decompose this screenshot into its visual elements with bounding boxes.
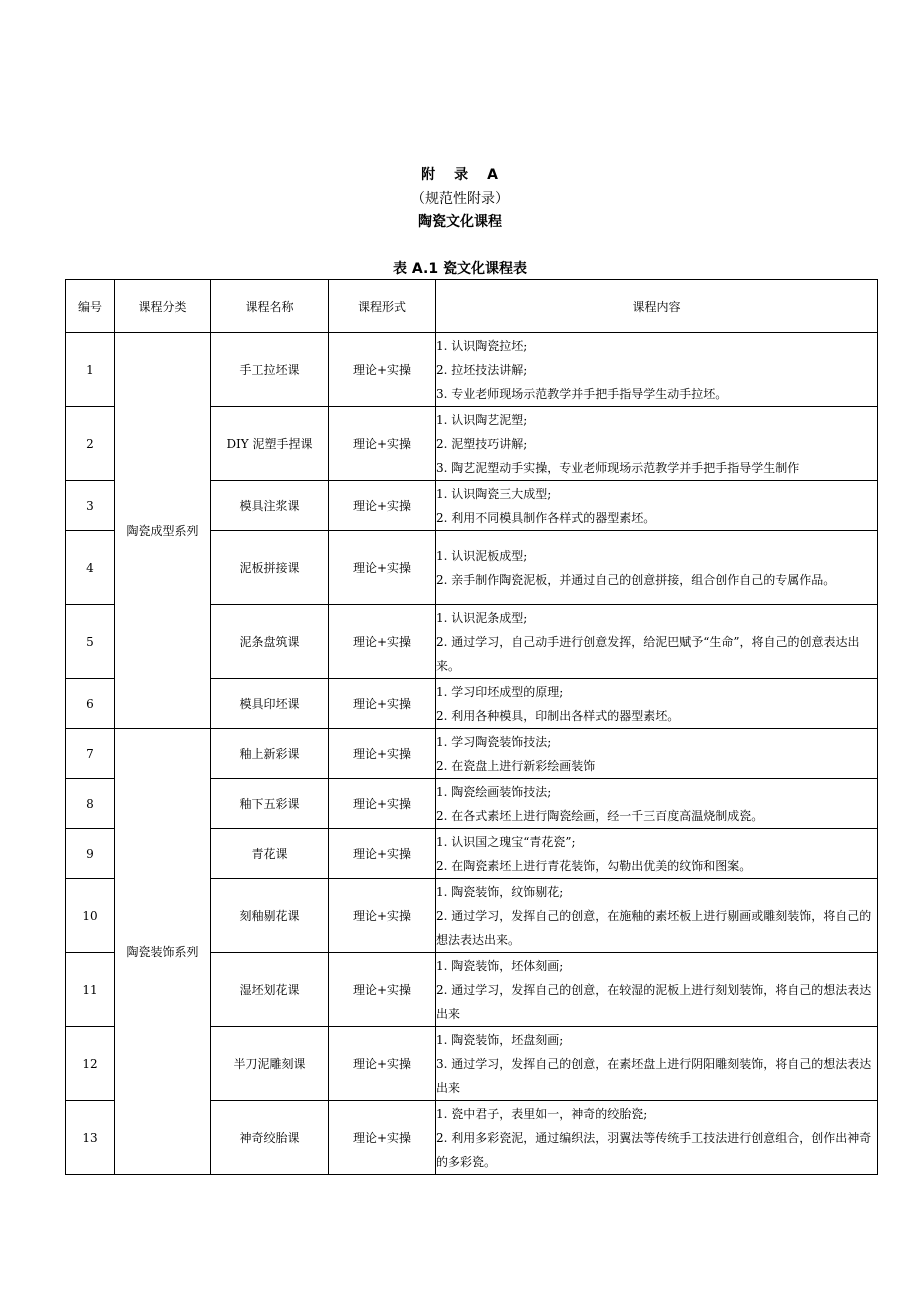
content-line: 1. 认识国之瑰宝“青花瓷”; (436, 834, 576, 849)
content-line: 2. 泥塑技巧讲解; (436, 436, 528, 451)
cell-no: 13 (66, 1101, 115, 1175)
header-form: 课程形式 (329, 280, 436, 333)
cell-form: 理论+实操 (329, 333, 436, 407)
cell-form: 理论+实操 (329, 729, 436, 779)
cell-no: 7 (66, 729, 115, 779)
cell-name: 手工拉坯课 (211, 333, 329, 407)
cell-form: 理论+实操 (329, 829, 436, 879)
content-line: 2. 在瓷盘上进行新彩绘画装饰 (436, 758, 596, 773)
cell-content (436, 729, 878, 779)
content-line: 3. 陶艺泥塑动手实操，专业老师现场示范教学并手把手指导学生制作 (436, 460, 800, 475)
header-no: 编号 (66, 280, 115, 333)
content-line: 2. 亲手制作陶瓷泥板，并通过自己的创意拼接，组合创作自己的专属作品。 (436, 572, 836, 587)
cell-content (436, 953, 878, 1027)
appendix-heading (0, 164, 920, 184)
cell-name: 釉下五彩课 (211, 779, 329, 829)
cell-no: 4 (66, 531, 115, 605)
cell-form: 理论+实操 (329, 679, 436, 729)
cell-content (436, 779, 878, 829)
content-line: 1. 陶瓷装饰，坯体刻画; (436, 958, 564, 973)
appendix-label-1: 附 (421, 167, 437, 183)
content-line: 1. 陶瓷绘画装饰技法; (436, 784, 552, 799)
cell-category-forming: 陶瓷成型系列 (115, 333, 211, 729)
cell-content (436, 407, 878, 481)
content-line: 1. 瓷中君子，表里如一，神奇的绞胎瓷; (436, 1106, 648, 1121)
content-line: 1. 陶瓷装饰，纹饰剔花; (436, 884, 564, 899)
content-line: 2. 在陶瓷素坯上进行青花装饰，勾勒出优美的纹饰和图案。 (436, 858, 752, 873)
cell-name: 泥板拼接课 (211, 531, 329, 605)
table-caption: 表 A.1 瓷文化课程表 (393, 261, 527, 277)
cell-no: 3 (66, 481, 115, 531)
content-line: 1. 学习印坯成型的原理; (436, 684, 564, 699)
cell-form: 理论+实操 (329, 953, 436, 1027)
cell-name: 模具注浆课 (211, 481, 329, 531)
appendix-label-2: 录 (454, 167, 470, 183)
appendix-label-3: A (487, 167, 499, 183)
cell-no: 10 (66, 879, 115, 953)
cell-content (436, 1101, 878, 1175)
content-line: 2. 在各式素坯上进行陶瓷绘画，经一千三百度高温烧制成瓷。 (436, 808, 764, 823)
cell-form: 理论+实操 (329, 1027, 436, 1101)
content-line: 1. 认识泥条成型; (436, 610, 528, 625)
cell-form: 理论+实操 (329, 605, 436, 679)
content-line: 1. 认识陶瓷三大成型; (436, 486, 552, 501)
cell-no: 1 (66, 333, 115, 407)
cell-name: 釉上新彩课 (211, 729, 329, 779)
cell-name: 湿坯划花课 (211, 953, 329, 1027)
content-line: 2. 通过学习，自己动手进行创意发挥，给泥巴赋予“生命”，将自己的创意表达出来。 (436, 634, 860, 673)
cell-content (436, 333, 878, 407)
cell-no: 2 (66, 407, 115, 481)
appendix-subtitle: （规范性附录） (411, 191, 509, 207)
cell-category-decoration: 陶瓷装饰系列 (115, 729, 211, 1175)
cell-name: 模具印坯课 (211, 679, 329, 729)
content-line: 2. 拉坯技法讲解; (436, 362, 528, 377)
header-category: 课程分类 (115, 280, 211, 333)
table-header-row (66, 280, 878, 333)
table-row (66, 729, 878, 779)
cell-name: DIY 泥塑手捏课 (211, 407, 329, 481)
cell-form: 理论+实操 (329, 879, 436, 953)
cell-name: 刻釉剔花课 (211, 879, 329, 953)
content-line: 2. 通过学习，发挥自己的创意，在较湿的泥板上进行刻划装饰，将自己的想法表达出来 (436, 982, 872, 1021)
cell-content (436, 1027, 878, 1101)
cell-content (436, 605, 878, 679)
content-line: 1. 陶瓷装饰，坯盘刻画; (436, 1032, 564, 1047)
cell-name: 泥条盘筑课 (211, 605, 329, 679)
content-line: 2. 利用各种模具，印制出各样式的器型素坯。 (436, 708, 680, 723)
header-name: 课程名称 (211, 280, 329, 333)
cell-content (436, 829, 878, 879)
content-line: 3. 通过学习，发挥自己的创意，在素坯盘上进行阴阳雕刻装饰，将自己的想法表达出来 (436, 1056, 872, 1095)
cell-no: 6 (66, 679, 115, 729)
content-line: 2. 通过学习，发挥自己的创意，在施釉的素坯板上进行剔画或雕刻装饰，将自己的想法表达出来。 (436, 908, 872, 947)
content-line: 2. 利用多彩瓷泥，通过编织法，羽翼法等传统手工技法进行创意组合，创作出神奇的多彩瓷。 (436, 1130, 872, 1169)
cell-content (436, 531, 878, 605)
cell-form: 理论+实操 (329, 407, 436, 481)
cell-form: 理论+实操 (329, 481, 436, 531)
content-line: 1. 认识陶艺泥塑; (436, 412, 528, 427)
cell-no: 5 (66, 605, 115, 679)
course-table (65, 279, 878, 1175)
content-line: 1. 学习陶瓷装饰技法; (436, 734, 552, 749)
content-line: 1. 认识陶瓷拉坯; (436, 338, 528, 353)
content-line: 1. 认识泥板成型; (436, 548, 528, 563)
cell-form: 理论+实操 (329, 531, 436, 605)
content-line: 3. 专业老师现场示范教学并手把手指导学生动手拉坯。 (436, 386, 728, 401)
table-row (66, 333, 878, 407)
appendix-title: 陶瓷文化课程 (418, 214, 502, 230)
cell-no: 12 (66, 1027, 115, 1101)
cell-form: 理论+实操 (329, 1101, 436, 1175)
cell-content (436, 481, 878, 531)
cell-content (436, 679, 878, 729)
cell-name: 半刀泥雕刻课 (211, 1027, 329, 1101)
content-line: 2. 利用不同模具制作各样式的器型素坯。 (436, 510, 656, 525)
header-content: 课程内容 (436, 280, 878, 333)
cell-form: 理论+实操 (329, 779, 436, 829)
cell-no: 11 (66, 953, 115, 1027)
cell-no: 9 (66, 829, 115, 879)
cell-name: 青花课 (211, 829, 329, 879)
cell-name: 神奇绞胎课 (211, 1101, 329, 1175)
cell-no: 8 (66, 779, 115, 829)
cell-content (436, 879, 878, 953)
